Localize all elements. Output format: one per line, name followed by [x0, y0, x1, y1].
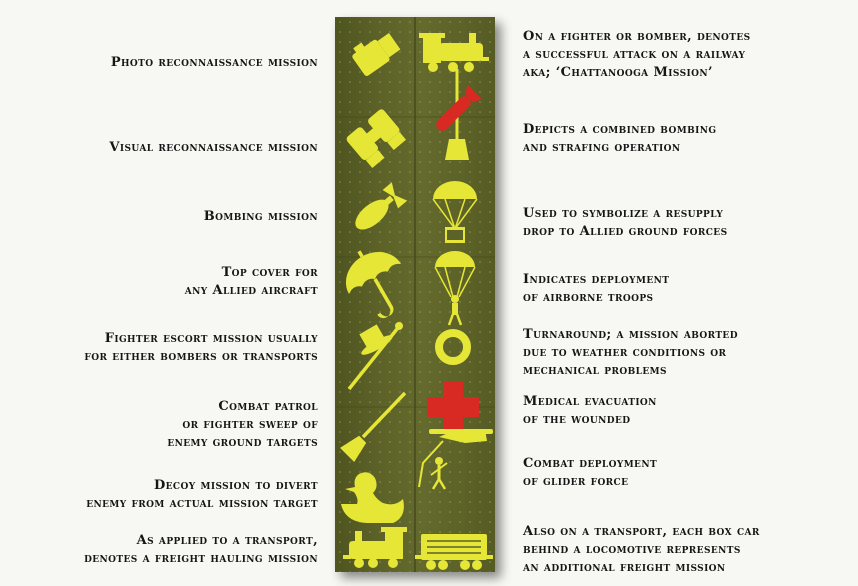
label-medical-evacuation: Medical evacuation of the wounded: [523, 394, 657, 427]
mission-symbol-panel: [335, 17, 495, 572]
label-combat-patrol: Combat patrol or fighter sweep of enemy ground targets: [167, 399, 318, 450]
label-box-car: Also on a transport, each box car behind a locomotive represents an additional freight mission: [523, 524, 760, 575]
label-decoy-mission: Decoy mission to divert enemy from actual mission target: [86, 478, 318, 511]
label-fighter-escort: Fighter escort mission usually for either bombers or transports: [84, 331, 318, 364]
mission-symbols-svg: [335, 17, 495, 572]
label-turnaround: Turnaround; a mission aborted due to weather conditions or mechanical problems: [523, 327, 738, 378]
label-railway-attack: On a fighter or bomber, denotes a successful attack on a railway aka; ‘Chattanooga Mission’: [523, 29, 751, 80]
label-visual-reconnaissance: Visual reconnaissance mission: [109, 140, 318, 155]
label-top-cover: Top cover for any Allied aircraft: [184, 265, 318, 298]
label-freight-hauling: As applied to a transport, denotes a freight hauling mission: [84, 533, 318, 566]
label-bombing-strafing: Depicts a combined bombing and strafing operation: [523, 122, 717, 155]
label-resupply-drop: Used to symbolize a resupply drop to Allied ground forces: [523, 206, 728, 239]
label-bombing-mission: Bombing mission: [203, 209, 318, 224]
label-photo-reconnaissance: Photo reconnaissance mission: [110, 55, 318, 70]
label-glider-force: Combat deployment of glider force: [523, 456, 658, 489]
label-airborne-troops: Indicates deployment of airborne troops: [523, 272, 670, 305]
